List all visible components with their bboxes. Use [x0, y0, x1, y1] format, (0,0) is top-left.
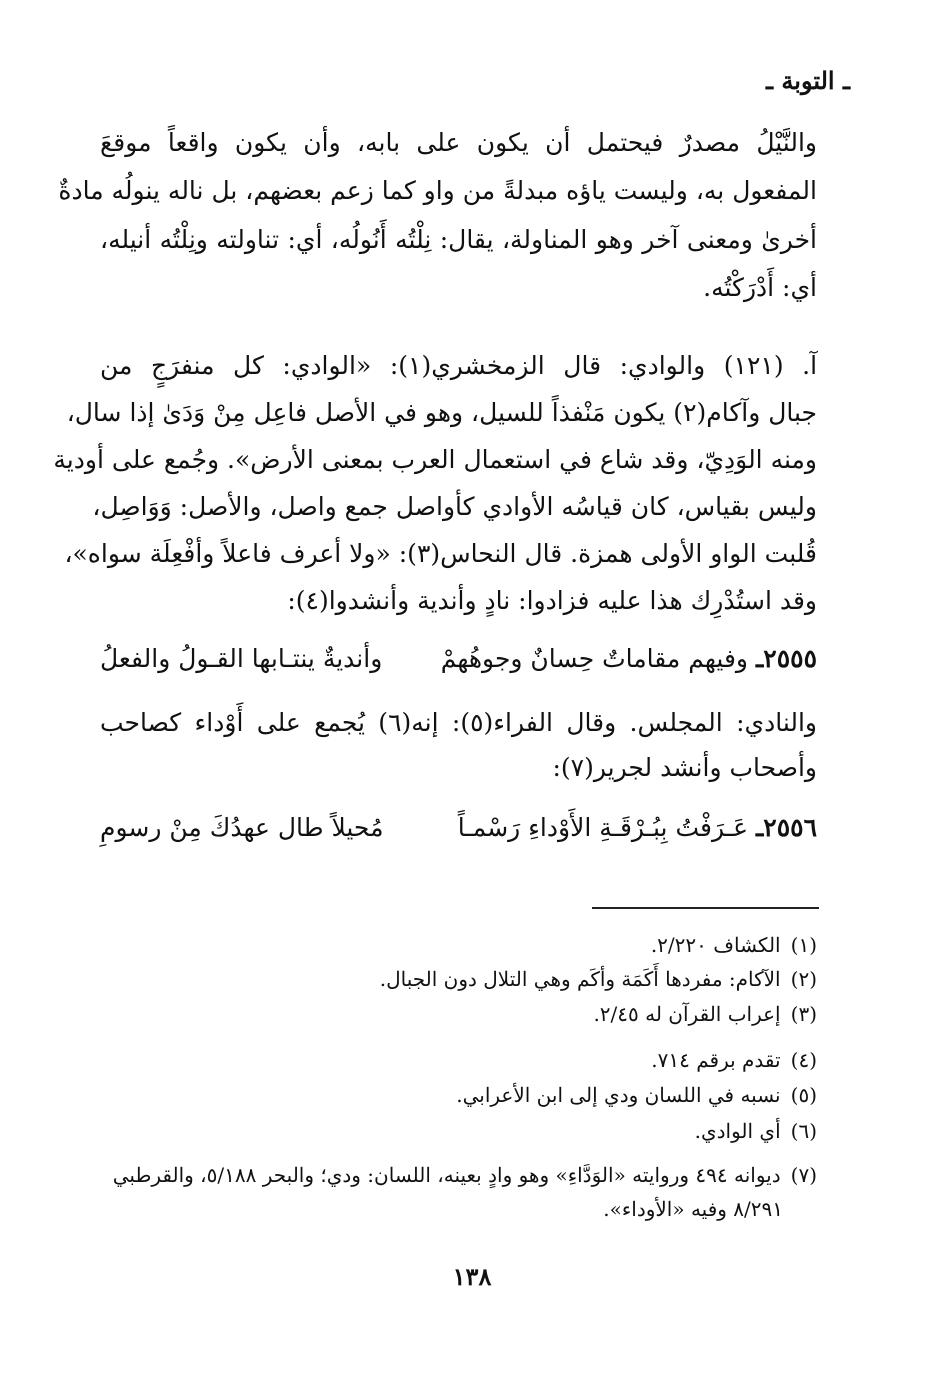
verse-first-half — [458, 812, 817, 844]
text-line: والنَّيْلُ مصدرٌ فيحتمل أن يكون على بابه، وأن يكون واقعاً موقعَ — [100, 128, 817, 157]
text-line: أي: أَدْرَكْتُه. — [703, 273, 817, 302]
footnote — [100, 964, 817, 994]
footnote-text: نسبه في اللسان ودي إلى ابن الأعرابي. — [456, 1083, 781, 1107]
text-line: وأصحاب وأنشد لجرير(٧): — [552, 753, 817, 782]
text-line: المفعول به، وليست ياؤه مبدلةً من واو كما زعم بعضهم، بل ناله ينولُه مادةٌ — [58, 176, 817, 205]
footnote-text: الآكام: مفردها أَكَمَة وأكَم وهي التلال دون الجبال. — [379, 967, 781, 991]
footnote — [100, 930, 817, 960]
footnote — [100, 999, 817, 1029]
footnote — [100, 1160, 817, 1190]
text-line: أخرىٰ ومعنى آخر وهو المناولة، يقال: نِلْتُه أَنُولُه، أي: تناولته ونِلْتُه أنيله، — [100, 225, 817, 254]
text-line: وليس بقياس، كان قياسُه الأوادي كأواصل جمع واصل، والأصل: وَوَاصِل، — [92, 492, 817, 521]
text-line: ومنه الوَدِيّ، وقد شاع في استعمال العرب بمعنى الأرض». وجُمع على أودية — [53, 445, 817, 474]
text-line: وقد استُدْرِك هذا عليه فزادوا: نادٍ وأندية وأنشدوا(٤): — [287, 586, 817, 615]
text-line: آ. (١٢١) والوادي: قال الزمخشري(١): «الوادي: كل منفرَجٍ من — [100, 351, 818, 380]
verse-hemistich: وفيهم مقاماتٌ حِسانٌ وجوهُهمْ — [440, 644, 748, 673]
footnote-number: (٥) — [790, 1083, 817, 1107]
verse-hemistich: وأنديةٌ ينتـابها القـولُ والفعلُ — [100, 644, 383, 673]
footnote-separator — [592, 907, 819, 909]
verse-2556 — [100, 812, 817, 844]
footnote-number: (٣) — [790, 1002, 817, 1026]
text-line: والنادي: المجلس. وقال الفراء(٥): إنه(٦) يُجمع على أَوْداء كصاحب — [100, 708, 818, 737]
verse-first-half — [441, 643, 817, 675]
footnote-number: (٦) — [790, 1119, 817, 1143]
page-number: ١٣٨ — [452, 1262, 492, 1291]
verse-hemistich: عَـرَفْتُ بِبُـرْقَـةِ الأَوْداءِ رَسْمـاً — [457, 813, 748, 842]
footnote-text: إعراب القرآن له ٢/٤٥. — [593, 1002, 781, 1026]
verse-hemistich: مُحيلاً طال عهدُكَ مِنْ رسومِ — [100, 813, 384, 842]
footnote-text: أي الوادي. — [694, 1119, 781, 1143]
footnote-text: ديوانه ٤٩٤ وروايته «الوَدَّاءِ» وهو وادٍ بعينه، اللسان: ودي؛ والبحر ٥/١٨٨، والقرطبي — [112, 1163, 781, 1187]
footnote-continuation: ٨/٢٩١ وفيه «الأوداء». — [603, 1197, 783, 1221]
footnote — [100, 1080, 817, 1110]
footnote-number: (٤) — [790, 1048, 817, 1072]
verse-number: ٢٥٥٦ـ — [755, 813, 817, 842]
footnote-number: (٢) — [790, 967, 817, 991]
footnote-number: (١) — [790, 933, 817, 957]
footnote — [100, 1116, 817, 1146]
verse-number: ٢٥٥٥ـ — [755, 644, 817, 673]
verse-2555 — [100, 643, 817, 675]
footnote-number: (٧) — [790, 1163, 817, 1187]
running-header: ـ التوبة ـ — [766, 66, 850, 95]
footnote-text: الكشاف ٢/٢٢٠. — [650, 933, 781, 957]
footnote — [100, 1045, 817, 1075]
text-line: قُلبت الواو الأولى همزة. قال النحاس(٣): «ولا أعرف فاعلاً وأفْعِلَة سواه»، — [64, 539, 817, 568]
footnote-text: تقدم برقم ٧١٤. — [651, 1048, 781, 1072]
text-line: جبال وآكام(٢) يكون مَنْفذاً للسيل، وهو في الأصل فاعِل مِنْ وَدَىٰ إذا سال، — [66, 398, 817, 427]
